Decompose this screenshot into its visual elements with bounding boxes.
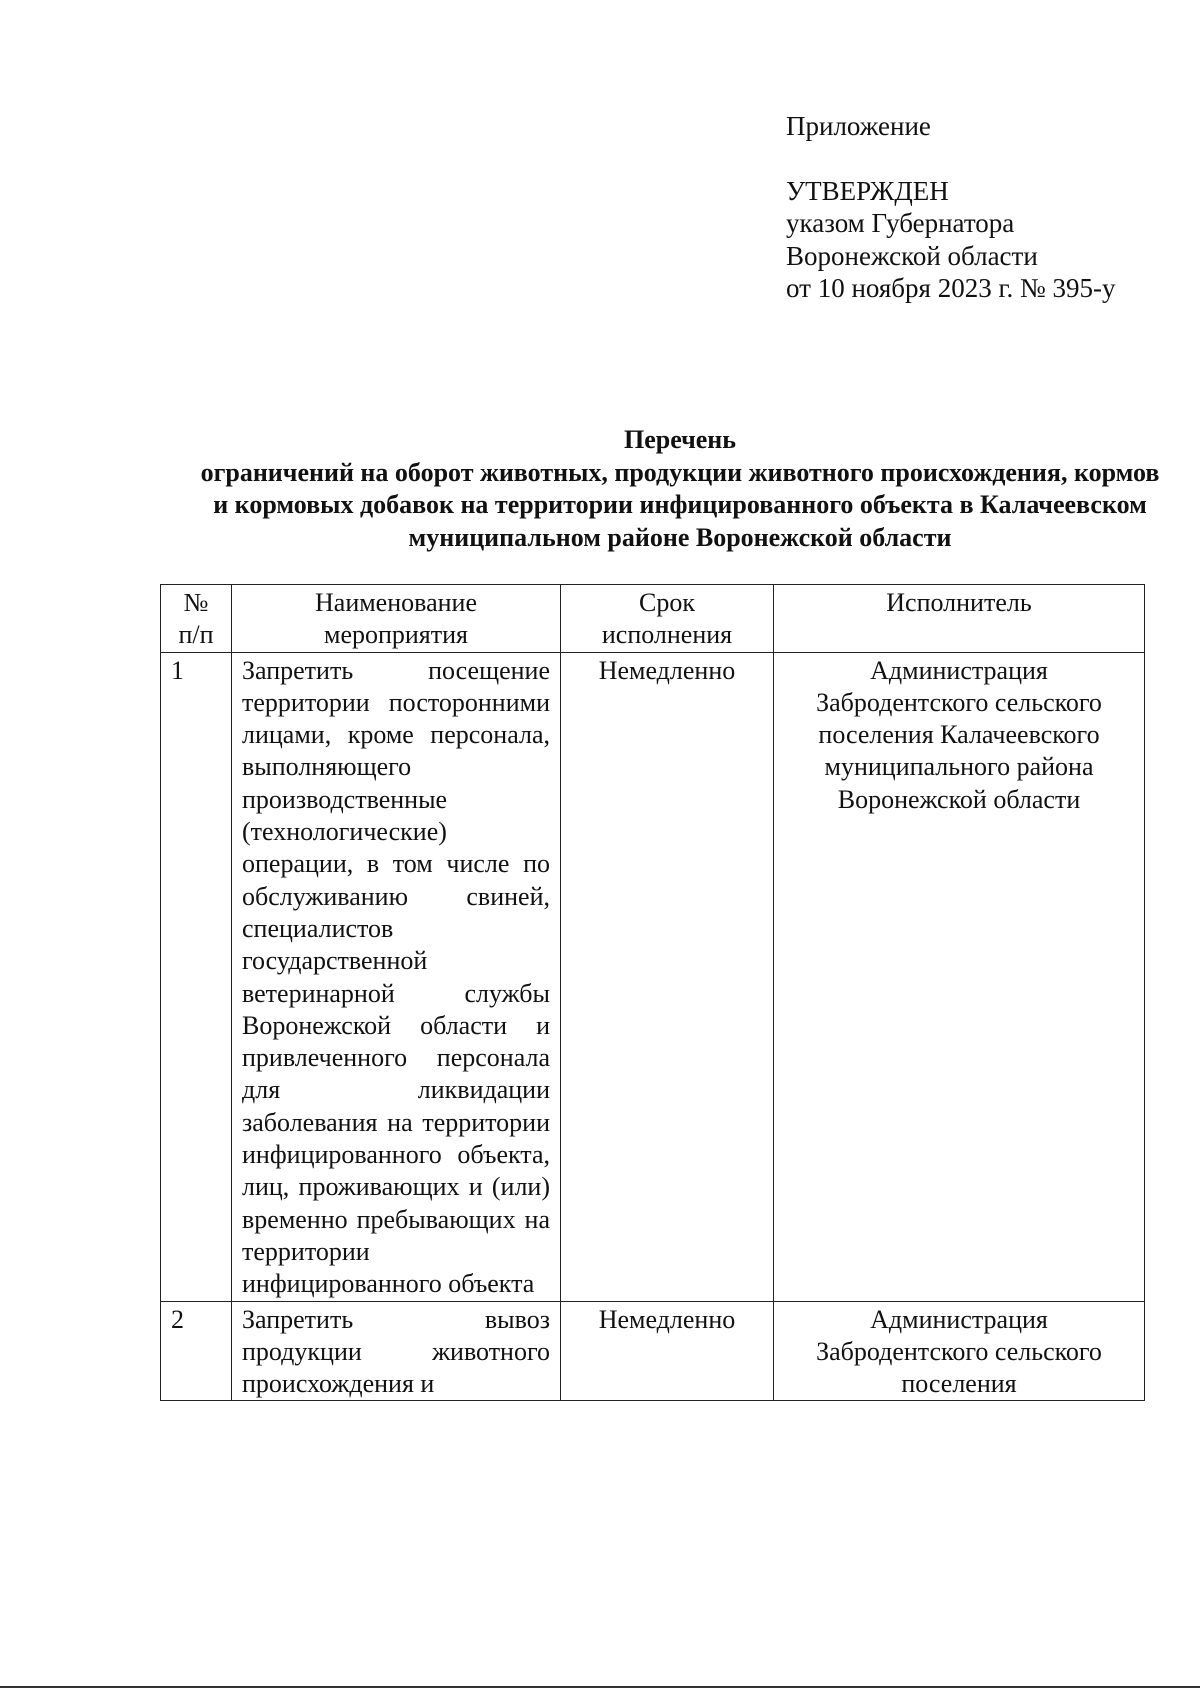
row-measure-name: Запретить вывоз продукции животного происхождения и bbox=[232, 1301, 561, 1401]
appendix-label: Приложение bbox=[786, 111, 931, 141]
row-deadline: Немедленно bbox=[561, 1301, 774, 1401]
document-title bbox=[200, 424, 1160, 554]
approved-label: УТВЕРЖДЕН bbox=[786, 175, 949, 206]
header-number: № п/п bbox=[161, 585, 232, 653]
page-bottom-rule bbox=[0, 1686, 1200, 1688]
title-subtitle: ограничений на оборот животных, продукции животного происхождения, кормов и кормовых добавок на территории инфицированного объекта в Калачеевском муниципальном районе Воронежской области bbox=[200, 457, 1160, 552]
header-executor: Исполнитель bbox=[774, 585, 1145, 653]
approval-line-date: от 10 ноября 2023 г. № 395-у bbox=[786, 273, 1116, 303]
title-heading: Перечень bbox=[623, 425, 737, 454]
approval-line-region: Воронежской области bbox=[786, 240, 1038, 271]
row-measure-name: Запретить посещение территории посторонними лицами, кроме персонала, выполняющего производственные (технологические) операции, в том числе по обслуживанию свиней, специалистов государственной ветеринарной службы Воронежской области и привлеченного персонала для ликвидации заболевания на территории инфицированного объекта, лиц, проживающих и (или) временно пребывающих на территории инфицированного объекта bbox=[232, 652, 561, 1301]
table-row bbox=[161, 1301, 1145, 1401]
row-deadline: Немедленно bbox=[561, 652, 774, 1301]
approval-block bbox=[786, 110, 1115, 305]
table-header-row bbox=[161, 585, 1145, 653]
header-deadline: Срок исполнения bbox=[561, 585, 774, 653]
approval-line-decree: указом Губернатора bbox=[786, 208, 1015, 238]
row-executor: Администрация Забродентского сельского поселения Калачеевского муниципального района Воронежской области bbox=[774, 652, 1145, 1301]
row-number: 2 bbox=[161, 1301, 232, 1401]
header-measure-name: Наименование мероприятия bbox=[232, 585, 561, 653]
row-executor: Администрация Забродентского сельского поселения bbox=[774, 1301, 1145, 1401]
row-number: 1 bbox=[161, 652, 232, 1301]
table-row bbox=[161, 652, 1145, 1301]
measures-table bbox=[160, 584, 1145, 1401]
